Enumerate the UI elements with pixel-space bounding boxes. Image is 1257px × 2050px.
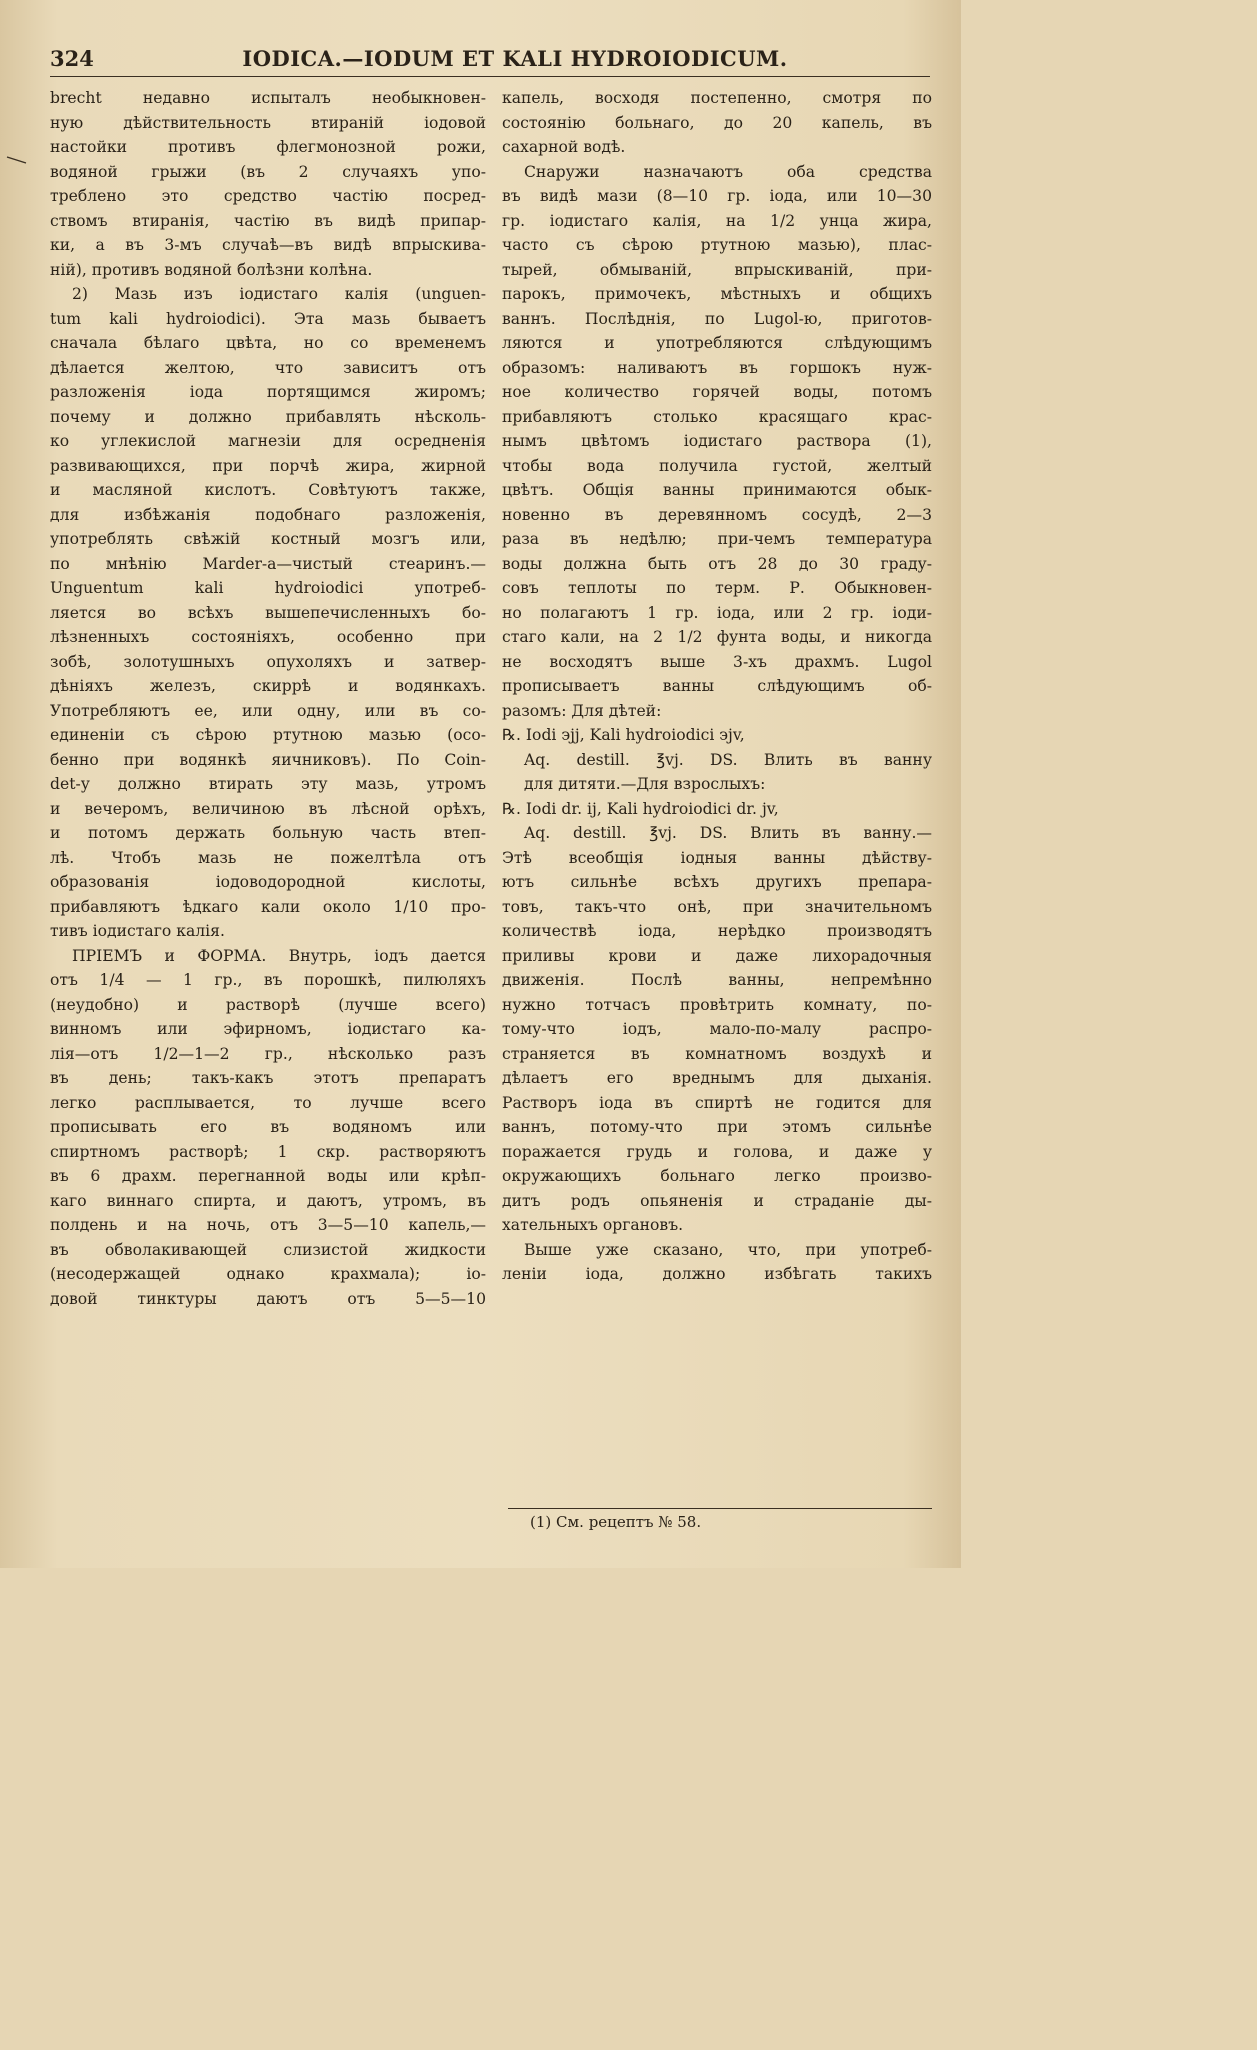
text-line: brecht недавно испыталъ необыкновен- [50,89,486,107]
text-line: ℞. Iodi dr. ij, Kali hydroiodici dr. jv, [502,799,779,818]
text-line: развивающихся, при порчѣ жира, жирной [50,456,486,475]
text-line: въ видѣ мази (8—10 гр. іода, или 10—30 [502,187,932,205]
text-line: тырей, обмываній, впрыскиваній, при- [502,260,932,279]
text-line: Снаружи назначаютъ оба средства [524,162,932,181]
text-line: ляется во всѣхъ вышепечисленныхъ бо- [50,603,486,622]
text-line: леніи іода, должно избѣгать такихъ [502,1265,932,1283]
text-line: не восходятъ выше 3-хъ драхмъ. Lugol [502,652,932,671]
text-line: ℞. Iodi ϶jj, Kali hydroiodici ϶jv, [502,726,745,744]
text-line: водяной грыжи (въ 2 случаяхъ упо- [50,162,486,181]
text-line: въ день; такъ-какъ этотъ препаратъ [50,1069,486,1087]
margin-pencil-mark [6,156,28,164]
text-line: тому-что іодъ, мало-по-малу распро- [502,1020,932,1038]
text-line: нымъ цвѣтомъ іодистаго раствора (1), [502,432,932,450]
text-line: бенно при водянкѣ яичниковъ). По Coin- [50,750,486,769]
text-line: употреблять свѣжій костный мозгъ или, [50,530,486,548]
text-line: Unguentum kali hydroiodici употреб- [50,579,486,597]
text-line: новенно въ деревянномъ сосудѣ, 2—3 [502,505,932,524]
text-line: ляются и употребляются слѣдующимъ [502,334,932,352]
text-line: ко углекислой магнезіи для осредненія [50,432,486,450]
text-line: Aq. destill. ℥vj. DS. Влить въ ванну.— [524,824,932,842]
text-line: воды должна быть отъ 28 до 30 граду- [502,554,932,573]
text-line: образованія іодоводородной кислоты, [50,873,486,891]
text-line: ваннъ. Послѣднія, по Lugol-ю, приготов- [502,309,932,328]
text-line: ПРІЕМЪ и ФОРМА. Внутрь, іодъ дается [72,946,486,965]
text-line: ній), противъ водяной болѣзни колѣна. [50,260,373,279]
text-line: ную дѣйствительность втираній іодовой [50,113,486,132]
text-line: товъ, такъ-что онѣ, при значительномъ [502,897,932,916]
text-line: ваннъ, потому-что при этомъ сильнѣе [502,1118,932,1136]
text-line: сначала бѣлаго цвѣта, но со временемъ [50,334,486,352]
text-line: по мнѣнію Marder-а—чистый стеаринъ.— [50,554,486,573]
text-line: прибавляютъ столько красящаго крас- [502,407,932,426]
text-line: отъ 1/4 — 1 гр., въ порошкѣ, пилюляхъ [50,971,486,989]
text-line: дѣлаетъ его вреднымъ для дыханія. [502,1069,932,1087]
text-line: разложенія іода портящимся жиромъ; [50,383,486,401]
text-line: треблено это средство частію посред- [50,187,486,205]
text-line: ное количество горячей воды, потомъ [502,383,932,401]
text-line: но полагаютъ 1 гр. іода, или 2 гр. іоди- [502,603,932,622]
text-line: спиртномъ растворѣ; 1 скр. растворяютъ [50,1142,486,1161]
text-line: нужно тотчасъ провѣтрить комнату, по- [502,995,932,1014]
text-line: для дитяти.—Для взрослыхъ: [524,775,766,793]
text-line: ствомъ втиранія, частію въ видѣ припар- [50,211,486,230]
text-line: дѣлается желтою, что зависитъ отъ [50,358,486,377]
footnote: (1) См. рецептъ № 58. [530,1513,702,1531]
text-line: довой тинктуры даютъ отъ 5—5—10 [50,1289,486,1308]
text-line: Aq. destill. ℥vj. DS. Влить въ ванну [524,750,932,769]
text-line: винномъ или эфирномъ, іодистаго ка- [50,1020,486,1038]
text-line: прибавляютъ ѣдкаго кали около 1/10 про- [50,897,486,916]
text-line: det-у должно втирать эту мазь, утромъ [50,775,486,793]
text-line: полдень и на ночь, отъ 3—5—10 капель,— [50,1216,486,1234]
text-line: настойки противъ флегмонозной рожи, [50,138,486,156]
text-line: разомъ: Для дѣтей: [502,701,662,720]
text-line: каго виннаго спирта, и даютъ, утромъ, въ [50,1191,486,1210]
page-number: 324 [50,46,94,71]
text-line: единеніи съ сѣрою ртутною мазью (осо- [50,726,486,744]
text-line: для избѣжанія подобнаго разложенія, [50,505,486,524]
text-line: лія—отъ 1/2—1—2 гр., нѣсколько разъ [50,1044,486,1063]
text-line: количествѣ іода, нерѣдко производятъ [502,922,932,940]
text-line: въ обволакивающей слизистой жидкости [50,1240,486,1259]
text-line: парокъ, примочекъ, мѣстныхъ и общихъ [502,285,932,303]
text-line: почему и должно прибавлять нѣсколь- [50,407,486,426]
text-line: часто съ сѣрою ртутною мазью), плас- [502,236,932,254]
text-line: лѣ. Чтобъ мазь не пожелтѣла отъ [50,848,486,867]
text-line: чтобы вода получила густой, желтый [502,456,932,475]
text-line: ютъ сильнѣе всѣхъ другихъ препара- [502,873,932,891]
text-line: тивъ іодистаго калія. [50,922,225,940]
running-title: IODICA.—IODUM ET KALI HYDROIODICUM. [242,46,788,71]
text-line: tum kali hydroiodici). Эта мазь бываетъ [50,309,486,328]
text-line: въ 6 драхм. перегнанной воды или крѣп- [50,1167,486,1185]
text-line: дитъ родъ опьяненія и страданіе ды- [502,1191,932,1210]
text-line: дѣніяхъ железъ, скиррѣ и водянкахъ. [50,677,486,695]
text-line: гр. іодистаго калія, на 1/2 унца жира, [502,211,932,230]
footnote-rule [508,1508,932,1509]
text-line: прописываетъ ванны слѣдующимъ об- [502,677,932,695]
text-line: страняется въ комнатномъ воздухѣ и [502,1044,932,1063]
text-line: зобѣ, золотушныхъ опухоляхъ и затвер- [50,652,486,671]
text-line: совъ теплоты по терм. Р. Обыкновен- [502,579,932,597]
text-line: лѣзненныхъ состояніяхъ, особенно при [50,628,486,646]
text-line: и вечеромъ, величиною въ лѣсной орѣхъ, [50,799,486,818]
text-line: 2) Мазь изъ іодистаго калія (unguen- [72,285,486,303]
text-line: (несодержащей однако крахмала); іо- [50,1265,486,1283]
text-line: Выше уже сказано, что, при употреб- [524,1240,932,1259]
text-line: стаго кали, на 2 1/2 фунта воды, и никогда [502,628,932,646]
left-column [50,86,486,1311]
right-column [502,86,932,1287]
running-header [50,44,930,77]
text-line: прописывать его въ водяномъ или [50,1118,486,1136]
text-line: состоянію больнаго, до 20 капель, въ [502,113,932,132]
text-line: легко расплывается, то лучше всего [50,1093,486,1112]
text-line: Употребляютъ ее, или одну, или въ со- [50,701,486,720]
text-line: цвѣтъ. Общія ванны принимаются обык- [502,481,932,499]
text-line: раза въ недѣлю; при-чемъ температура [502,530,932,548]
text-line: поражается грудь и голова, и даже у [502,1142,932,1161]
text-line: ки, а въ 3-мъ случаѣ—въ видѣ впрыскива- [50,236,486,254]
text-line: Этѣ всеобщія іодныя ванны дѣйству- [502,848,932,867]
text-line: капель, восходя постепенно, смотря по [502,89,932,107]
text-line: (неудобно) и растворѣ (лучше всего) [50,995,486,1014]
text-line: приливы крови и даже лихорадочныя [502,946,932,965]
text-line: окружающихъ больнаго легко произво- [502,1167,932,1185]
text-line: сахарной водѣ. [502,138,626,156]
text-line: хательныхъ органовъ. [502,1216,684,1234]
text-line: и потомъ держать больную часть втеп- [50,824,486,842]
text-line: движенія. Послѣ ванны, непремѣнно [502,971,932,989]
text-line: образомъ: наливаютъ въ горшокъ нуж- [502,358,932,377]
text-line: Растворъ іода въ спиртѣ не годится для [502,1093,932,1112]
text-line: и масляной кислотъ. Совѣтуютъ также, [50,481,486,499]
